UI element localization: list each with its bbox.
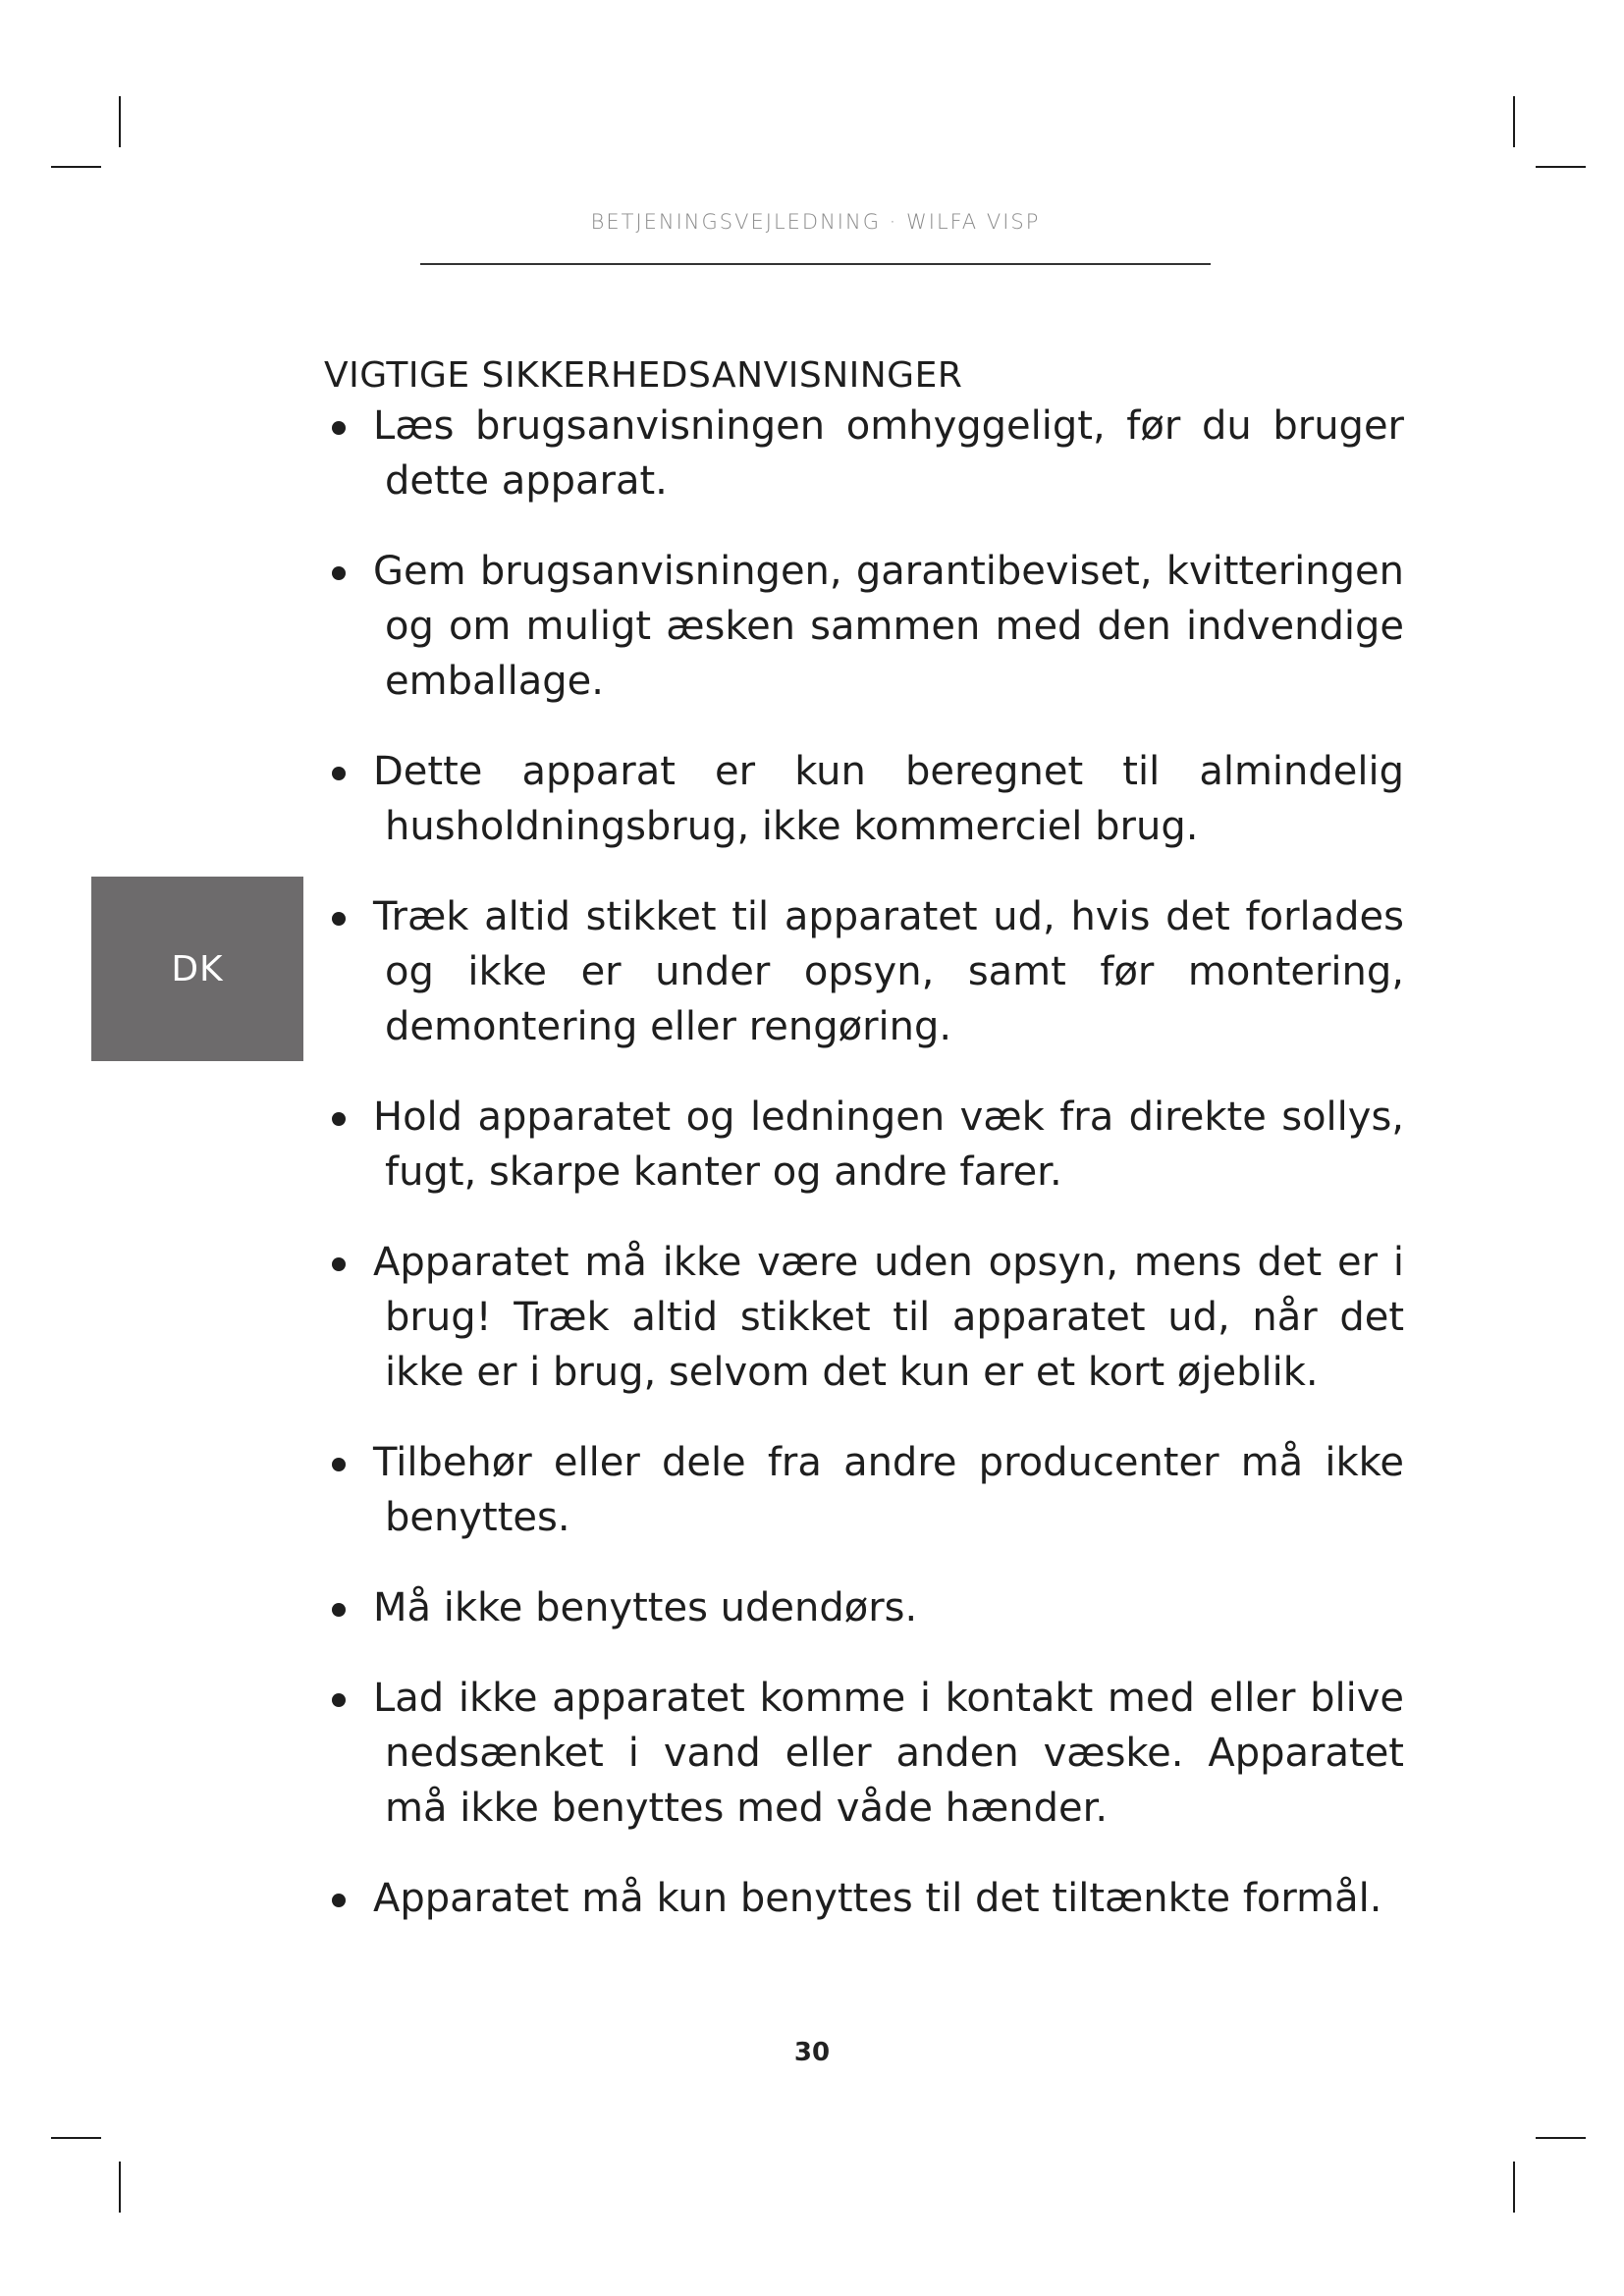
list-item-text: Træk altid stikket til apparatet ud, hvis det forlades og ikke er under opsyn, samt før montering, demontering eller rengøring.: [373, 894, 1404, 1049]
list-item: [324, 1435, 1404, 1545]
running-header: BETJENINGSVEJLEDNING · WILFA VISP: [590, 210, 1041, 234]
bullet-icon: [332, 1693, 346, 1707]
list-item-text: Apparatet må kun benyttes til det tiltænkte formål.: [373, 1876, 1382, 1921]
safety-instructions-list: [324, 399, 1404, 1961]
bullet-icon: [332, 1603, 346, 1617]
list-item: [324, 1090, 1404, 1200]
list-item-text: Læs brugsanvisningen omhyggeligt, før du bruger dette apparat.: [373, 403, 1404, 504]
page-number: 30: [793, 2038, 831, 2067]
bullet-icon: [332, 1112, 346, 1126]
bullet-icon: [332, 566, 346, 580]
crop-mark-bottom-left-h: [51, 2137, 101, 2139]
list-item-text: Apparatet må ikke være uden opsyn, mens det er i brug! Træk altid stikket til apparatet ud, når det ikke er i brug, selvom det kun er et kort øjeblik.: [373, 1240, 1404, 1395]
crop-mark-top-left-v: [119, 96, 121, 147]
header-divider: [420, 263, 1211, 265]
language-tab-label: DK: [171, 948, 224, 989]
bullet-icon: [332, 1458, 346, 1471]
bullet-icon: [332, 1894, 346, 1907]
list-item: [324, 1580, 1404, 1635]
bullet-icon: [332, 1257, 346, 1271]
crop-mark-top-right-v: [1513, 96, 1515, 147]
crop-mark-top-right-h: [1536, 166, 1586, 168]
list-item: [324, 1871, 1404, 1926]
language-tab: [91, 877, 303, 1061]
list-item: [324, 744, 1404, 854]
crop-mark-bottom-left-v: [119, 2162, 121, 2213]
list-item-text: Må ikke benyttes udendørs.: [373, 1585, 918, 1630]
list-item-text: Gem brugsanvisningen, garantibeviset, kvitteringen og om muligt æsken sammen med den indvendige emballage.: [373, 549, 1404, 704]
list-item-text: Hold apparatet og ledningen væk fra direkte sollys, fugt, skarpe kanter og andre farer.: [373, 1095, 1404, 1195]
list-item-text: Tilbehør eller dele fra andre producenter må ikke benyttes.: [373, 1440, 1404, 1540]
crop-mark-bottom-right-v: [1513, 2162, 1515, 2213]
bullet-icon: [332, 912, 346, 926]
crop-mark-bottom-right-h: [1536, 2137, 1586, 2139]
list-item-text: Dette apparat er kun beregnet til almindelig husholdningsbrug, ikke kommerciel brug.: [373, 749, 1404, 849]
list-item: [324, 1671, 1404, 1836]
bullet-icon: [332, 421, 346, 435]
list-item: [324, 1235, 1404, 1400]
list-item-text: Lad ikke apparatet komme i kontakt med eller blive nedsænket i vand eller anden væske. Apparatet må ikke benyttes med våde hænder.: [373, 1676, 1404, 1831]
bullet-icon: [332, 767, 346, 780]
list-item: [324, 889, 1404, 1054]
list-item: [324, 399, 1404, 508]
crop-mark-top-left-h: [51, 166, 101, 168]
section-title: VIGTIGE SIKKERHEDSANVISNINGER: [324, 355, 963, 397]
list-item: [324, 544, 1404, 709]
